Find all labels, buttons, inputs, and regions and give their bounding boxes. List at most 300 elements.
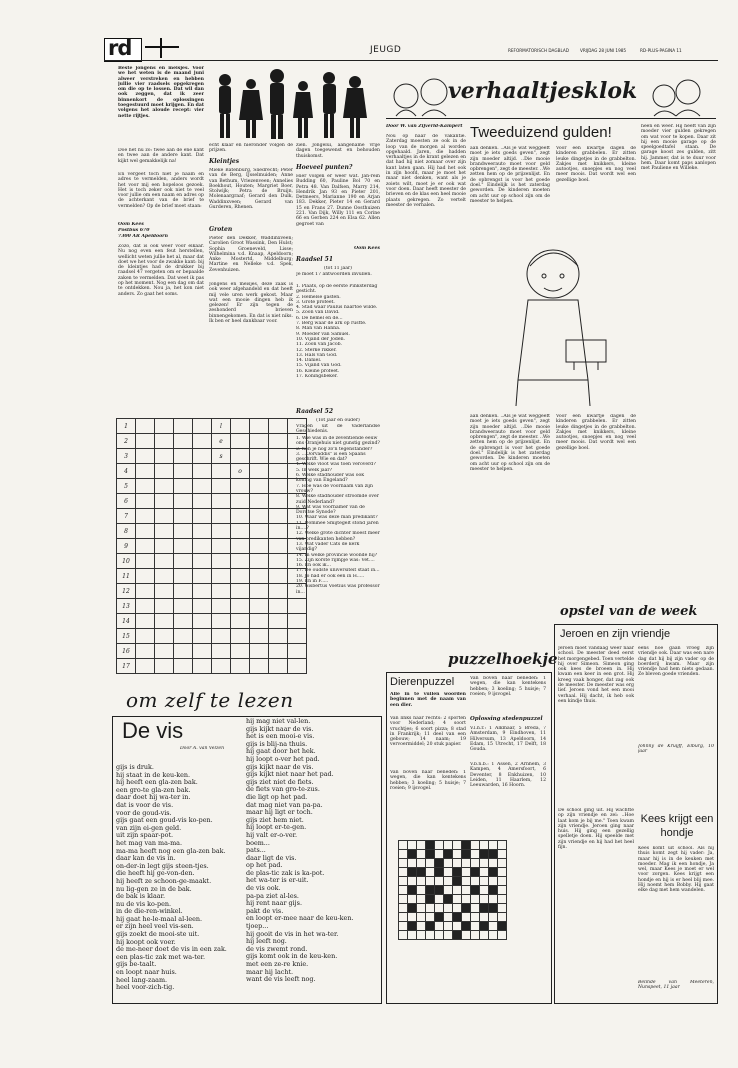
kleintjes-winners: Mieke Batenburg, Sliedrecht; Peter van de Berg, IJsselmuiden; Anne van Bethum, Vriezenveen; Annelies Boekhout, Houten; Margriet Boer, Stolwijk; Petra de Bruijn, Molenaargraaf; Gerard den Dulk, Waddinxveen; Gerard van Gurderen, Rhenen. — [209, 168, 293, 211]
crossword-cell — [462, 868, 471, 877]
grid-cell — [193, 434, 212, 449]
grid-cell — [250, 464, 269, 479]
lezen-line: uit zijn spaar-pot. — [116, 831, 174, 840]
raadsel52-intro: Vragen uit de Vaderlandse Geschiedenis. — [296, 424, 380, 435]
grid-cell — [193, 539, 212, 554]
crossword-cell — [462, 904, 471, 913]
crossword-cell — [498, 904, 507, 913]
grid-row-number: 8 — [117, 524, 136, 539]
grid-cell — [136, 569, 155, 584]
lezen-line: de vis ook. — [246, 884, 281, 893]
grid-cell — [250, 599, 269, 614]
puzzel-vertical-cont: Van boven naar beneden: 1 wegen, die kan kentekens hebben; 3 koeling; 5 huisje; 7 roeien; 9 ijsvogel. — [470, 676, 546, 697]
crossword-cell — [408, 859, 417, 868]
grid-cell — [269, 494, 288, 509]
raadsel51-item: 9. Moeder van Samuel. — [296, 331, 350, 337]
raadsel51-intro: Je moet 17 antwoorden invullen. — [296, 272, 372, 277]
crossword-cell — [453, 904, 462, 913]
grid-cell — [288, 419, 307, 434]
grid-cell — [269, 539, 288, 554]
grid-cell — [136, 494, 155, 509]
lezen-line: heel lang-zaam. — [116, 975, 168, 984]
raadsel52-item: 10. Waar was deze man predikant? — [296, 515, 378, 521]
crossword-cell — [426, 877, 435, 886]
grid-cell — [288, 479, 307, 494]
grid-cell — [269, 479, 288, 494]
opstel-col2: eens hoe gaan vroeg zijn vriendje ook. Daar was een nare dag dat hij bij zijn vader op de boerderij kwam. Maar zijn vriendje had hem niets gedaan. Ze bleven goede vrienden. — [638, 646, 714, 678]
grid-cell — [136, 464, 155, 479]
raadsel52-item: 6. Welke stadhouder was ook koning van Engeland? — [296, 473, 365, 484]
raadsel52-item: 13. Wat vader Cats de kerk vijandig? — [296, 541, 360, 553]
lezen-line: boem... — [246, 838, 270, 847]
crossword-cell — [489, 931, 498, 940]
crossword-cell — [498, 850, 507, 859]
lezen-line: en loopt er-mee naar de keu-ken. — [246, 914, 354, 923]
opstel-col1b: De school ging uit. Hij wachtte op zijn vriendje en zei: ..Hoe laat kom je bij me." Toen kwam zijn vriendje. Jeroen ging naar huis. Hij ging een gezellig spelletje doen. Hij speelde met zijn vriendje en hij had het heel fijn. — [558, 808, 634, 851]
grid-cell — [136, 599, 155, 614]
grid-cell — [155, 479, 174, 494]
lezen-line: pats... — [246, 846, 266, 855]
grid-cell — [231, 614, 250, 629]
crossword-cell — [489, 886, 498, 895]
lezen-line: op het pad. — [246, 861, 283, 870]
crossword-cell — [444, 904, 453, 913]
grid-cell — [212, 629, 231, 644]
lezen-line: on-der-in legt gijs steen-tjes. — [116, 861, 209, 870]
lezen-line: die ligt op het pad. — [246, 792, 308, 801]
crossword-cell — [471, 859, 480, 868]
crossword-cell — [489, 850, 498, 859]
grid-cell — [193, 584, 212, 599]
crossword-cell — [417, 922, 426, 931]
raadsel51-item: 13. Hals van God. — [296, 352, 338, 358]
crossword-cell — [480, 922, 489, 931]
crossword-cell — [435, 859, 444, 868]
grid-cell — [269, 419, 288, 434]
raadsel52-item: 16. En ook ik... — [296, 563, 331, 569]
grid-cell — [193, 569, 212, 584]
grid-cell — [193, 629, 212, 644]
lezen-line: hij koopt ook voer. — [116, 937, 176, 946]
grid-cell: s — [212, 449, 231, 464]
crossword-cell — [462, 886, 471, 895]
grid-cell — [231, 584, 250, 599]
grid-row-number: 14 — [117, 614, 136, 629]
lezen-line: hij valt er-o-ver. — [246, 830, 298, 839]
grid-cell — [269, 599, 288, 614]
raadsel52-sub: (Tot jaar en ouder) — [316, 418, 360, 423]
grid-cell — [136, 614, 155, 629]
grid-cell — [155, 599, 174, 614]
lezen-line: dat mag niet van pa-pa. — [246, 800, 323, 809]
grid-row-number: 12 — [117, 584, 136, 599]
verhaal-title: Tweeduizend gulden! — [470, 124, 612, 141]
raadsel51-item: 5. Zoon van David. — [296, 310, 340, 316]
groten-winners: Pieter den Dekker, Waddinxveen; Carolien Groot Wassink, Den Hulst; Sophia Groeneveld, Lisse; Wilhelmina v.d. Knaap, Apeldoorn; Anke Mostertd, Middelburg; Martine en Nelleke v.d. Spek, Zevenhuizen. — [209, 236, 293, 273]
paper-name: REFORMATORISCH DAGBLAD — [508, 48, 569, 53]
crossword-cell — [453, 886, 462, 895]
grid-cell — [269, 509, 288, 524]
grid-row-number: 10 — [117, 554, 136, 569]
raadsel52-item: 11. Dominee Smijtegelt stond jaren in....? — [296, 520, 379, 532]
grid-cell — [212, 554, 231, 569]
raadsel52-item: 1. Wie was in de zeventiende eeuw ons Oranjehuis niet gunstig gezind? — [296, 436, 380, 447]
grid-cell — [288, 509, 307, 524]
grid-cell — [231, 539, 250, 554]
crossword-cell — [453, 931, 462, 940]
lezen-line: gijs kijkt naar de vis. — [246, 724, 314, 733]
raadsel51-list — [296, 284, 380, 379]
crossword-cell — [399, 886, 408, 895]
opstel-col1a: Jeroen moet vandaag weer naar school. De meester deed eerst het morgengebed. Toen vertelde hij over Simeon. Simeon ging ook kees de broeen in. Hij kwam een keer in een grot. Hij kreeg vaak honger, dat zag ook de meester. De meester was erg lief. Jeroen vond het een mooi verhaal. Hij dacht, ik heb ook een kindje thuis. — [558, 646, 634, 704]
crossword-cell — [498, 913, 507, 922]
col2-p2: Jongens en meisjes, deze zaak is ook weer afgehandeld en dat heeft mij vele uren werk gekost. Maar wat een mooie dingen heb ik gelezen! Er zijn tegen de zeshonderd brieven binnengekomen. En dat is niet niks. Ik ben er heel dankbaar voor. — [209, 282, 293, 325]
crossword-cell — [480, 904, 489, 913]
crossword-cell — [426, 868, 435, 877]
crossword-cell — [444, 868, 453, 877]
grid-cell — [212, 479, 231, 494]
opstel-banner: opstel van de week — [560, 604, 698, 619]
grid-cell — [174, 554, 193, 569]
grid-cell — [174, 584, 193, 599]
grid-row-number: 4 — [117, 464, 136, 479]
crossword-cell — [399, 895, 408, 904]
puzzel-horizontal: Van links naar rechts: 2 sporten voor Nederland; 4 soort vruchtjes; 6 soort pizza; 8 stad in Frankrijk; 11 deel van een gebouw; 14 naam; 19 vervoermiddel; 20 stuk papier. — [390, 716, 466, 748]
grid-cell — [212, 524, 231, 539]
grid-cell — [250, 449, 269, 464]
raadsel52-item: 14. In welke provincie woonde hij? — [296, 552, 378, 558]
crossword-cell — [498, 868, 507, 877]
crossword-cell — [435, 868, 444, 877]
grid-cell — [212, 584, 231, 599]
lezen-line: ma-ma heeft nog een gla-zen bak. — [116, 846, 226, 855]
intro-postcode: 7300 AR Apeldoorn — [118, 234, 168, 239]
grid-cell — [174, 494, 193, 509]
grid-cell — [250, 494, 269, 509]
crossword-cell — [453, 841, 462, 850]
crossword-cell — [471, 931, 480, 940]
lezen-line: gijs gaat een goud-vis ko-pen. — [116, 816, 213, 825]
grid-cell — [155, 494, 174, 509]
raadsel52-item: 20. Gisbertus Voetius was professor in... — [296, 584, 380, 595]
crossword-cell — [471, 877, 480, 886]
crossword-cell — [408, 886, 417, 895]
lezen-line: gijs ziet hem niet. — [246, 815, 304, 824]
grid-cell — [288, 659, 307, 674]
grid-cell — [250, 644, 269, 659]
grid-row-number: 2 — [117, 434, 136, 449]
punten-text: Hier volgen er weer wat. Jan-rein Budding 60, Pauline Bol 70 en Petra 48. Van Dalfsen, Marry 214, Hendrik Jan 93 en Pieter 201, Detmeers, Marianne 190 en Arjan 183. Dekker, Pieter 14 en Gerard 15 en Frans 27. Dunne Oosthuizen 221. Van Dijk, Willy 111 en Corine 66 en Gerben 224 en Elsa 62. Allen gegroet van — [296, 174, 380, 227]
crossword-cell — [435, 931, 444, 940]
grid-cell — [288, 449, 307, 464]
crossword-cell — [399, 931, 408, 940]
grid-cell — [136, 584, 155, 599]
grid-cell — [231, 659, 250, 674]
crossword-cell — [408, 895, 417, 904]
lezen-line: pakt de vis. — [246, 906, 284, 915]
grid-cell — [231, 644, 250, 659]
grid-cell — [155, 644, 174, 659]
grid-cell — [136, 629, 155, 644]
grid-cell — [193, 599, 212, 614]
grid-cell — [269, 449, 288, 464]
grid-row-number: 1 — [117, 419, 136, 434]
lezen-line: het wa-ter is er-uit. — [246, 876, 309, 885]
kees-signature: Belinde van Meeteren, Nunspeet, 11 jaar — [638, 980, 714, 991]
crossword-cell — [408, 841, 417, 850]
lezen-line: gijs komt ook in de keu-ken. — [246, 952, 338, 961]
crossword-cell — [399, 877, 408, 886]
grid-cell — [231, 494, 250, 509]
grid-row-number: 15 — [117, 629, 136, 644]
crossword-cell — [408, 868, 417, 877]
crossword-cell — [489, 895, 498, 904]
grid-cell — [174, 419, 193, 434]
crossword-cell — [435, 877, 444, 886]
grid-cell — [231, 419, 250, 434]
crossword-cell — [480, 913, 489, 922]
crossword-cell — [399, 904, 408, 913]
grid-cell — [250, 614, 269, 629]
grid-cell — [155, 434, 174, 449]
grid-cell — [155, 629, 174, 644]
col2-p1: echt klaar en hieronder volgen de prijzen. — [209, 143, 293, 154]
children-silhouette-illustration — [207, 66, 377, 142]
crossword-cell — [417, 931, 426, 940]
lezen-line: daar doet hij wa-ter in. — [116, 793, 191, 802]
verhaal-byline: Door W. van Zijverld-Kampert — [386, 124, 463, 129]
crossword-cell — [408, 913, 417, 922]
lezen-line: een gro-te gla-zen bak. — [116, 785, 191, 794]
lezen-title: De vis — [122, 718, 184, 743]
raadsel51-item: 15. Vijand van God. — [296, 363, 342, 369]
grid-row-number: 11 — [117, 569, 136, 584]
crossword-cell — [435, 850, 444, 859]
crossword-cell — [426, 895, 435, 904]
grid-cell — [193, 479, 212, 494]
intro-signature: Oom Kees — [118, 222, 144, 227]
raadsel52-item: 2. Kon je nog zo'n tegenstander? — [296, 446, 373, 452]
col3-p1: zien. Jongelui, aangename vrije dagen toegewenst en behouden thuiskomst. — [296, 143, 380, 159]
verhaal-rule — [386, 118, 716, 119]
grid-cell: o — [231, 464, 250, 479]
opstel-signature: Johnny de Kruijff, Elburg, 10 jaar — [638, 744, 714, 755]
crossword-cell — [426, 922, 435, 931]
crossword-cell — [408, 922, 417, 931]
crossword-cell — [489, 913, 498, 922]
lezen-line: de me-neer doet de vis in een zak. — [116, 945, 227, 954]
crossword-cell — [453, 850, 462, 859]
crossword-cell — [444, 877, 453, 886]
grid-cell — [288, 584, 307, 599]
grid-cell — [193, 419, 212, 434]
crossword-cell — [399, 868, 408, 877]
raadsel52-item: 18. Jo had er ook een in H..... — [296, 573, 365, 579]
puzzel-title: Dierenpuzzel — [390, 676, 455, 688]
crossword-cell — [417, 877, 426, 886]
lezen-line: daar kan de vis in. — [116, 854, 176, 863]
raadsel52-item: 5. In welk jaar? — [296, 467, 333, 473]
grid-cell — [212, 614, 231, 629]
raadsel51-item: 11. Zoon van Jacob. — [296, 342, 342, 348]
lezen-line: van zijn ei-gen geld. — [116, 823, 182, 832]
grid-cell — [136, 659, 155, 674]
boy-illustration — [478, 230, 628, 410]
grid-row-number: 5 — [117, 479, 136, 494]
grid-cell — [136, 419, 155, 434]
grid-cell — [155, 659, 174, 674]
grid-cell — [174, 434, 193, 449]
grid-cell — [212, 509, 231, 524]
verhaal-col2: aan denken. ..Als je wat weggeeft moet je iets goeds geven", zegt zijn moeder altijd. ..Die mooie brandweerauto moet voor geld opbrengen", zegt de meester. ..We zetten hem op de prijzenlijst. En de opbrengst is voor het goede doel." Eindelijk is het zaterdag geworden. De kinderen moeten om acht uur op school zijn om de meester te helpen. — [470, 146, 550, 204]
grid-cell — [269, 554, 288, 569]
grid-cell — [288, 614, 307, 629]
page-number: RD-PLUS-PAGINA 11 — [640, 48, 682, 53]
crossword-cell — [435, 904, 444, 913]
lezen-col2 — [246, 718, 376, 984]
raadsel52-heading: Raadsel 52 — [296, 408, 334, 415]
grid-cell — [212, 599, 231, 614]
grid-cell — [136, 644, 155, 659]
crossword-cell — [417, 886, 426, 895]
lezen-line: in de die-ren-winkel. — [116, 907, 183, 916]
grid-cell: l — [212, 419, 231, 434]
raadsel52-item: 9. Wat was voornamer van de Dordtse Synode? — [296, 504, 365, 516]
crossword-cell — [471, 895, 480, 904]
crossword-cell — [435, 841, 444, 850]
crossword-cell — [498, 859, 507, 868]
grid-cell — [155, 569, 174, 584]
lezen-line: want de vis leeft nog. — [246, 975, 316, 984]
crossword-cell — [408, 850, 417, 859]
crossword-cell — [408, 877, 417, 886]
lezen-line: de bak is klaar. — [116, 892, 165, 901]
raadsel51-item: 17. Koningsbeker. — [296, 374, 338, 380]
raadsel51-item: 16. Kleine profeet. — [296, 368, 340, 374]
grid-cell — [269, 464, 288, 479]
grid-cell — [212, 539, 231, 554]
raadsel52-item: 12. Welke grote dichter moest meer van predikanten hebben? — [296, 531, 380, 542]
crossword-cell — [498, 841, 507, 850]
grid-cell — [269, 659, 288, 674]
crossword-grid — [398, 840, 507, 940]
grid-cell — [174, 644, 193, 659]
grid-cell — [250, 584, 269, 599]
issue-date: VRIJDAG 28 JUNI 1985 — [580, 48, 627, 53]
crossword-cell — [462, 913, 471, 922]
grid-cell — [250, 434, 269, 449]
crossword-cell — [426, 913, 435, 922]
crossword-cell — [489, 904, 498, 913]
grid-cell — [136, 554, 155, 569]
raadsel52-item: 17. De oudste universiteit staat in... — [296, 568, 380, 574]
crossword-cell — [453, 868, 462, 877]
grid-cell — [288, 524, 307, 539]
groten-heading: Groten — [209, 226, 233, 233]
grid-cell — [174, 569, 193, 584]
lezen-line: hij staat in de keu-ken. — [116, 770, 191, 779]
crossword-cell — [435, 922, 444, 931]
raadsel52-list — [296, 436, 380, 595]
lezen-col1 — [116, 764, 244, 992]
lezen-line: hij rent naar gijs. — [246, 899, 302, 908]
lezen-line: voor de goud-vis. — [116, 808, 172, 817]
grid-cell — [155, 554, 174, 569]
grid-cell — [269, 584, 288, 599]
crossword-cell — [444, 859, 453, 868]
lezen-line: het mag van ma-ma. — [116, 838, 182, 847]
grid-cell — [174, 539, 193, 554]
crossword-cell — [408, 931, 417, 940]
lezen-line: gijs ziet niet de fiets. — [246, 777, 314, 786]
intro-postbox: Postbus 670 — [118, 228, 150, 233]
raadsel51-heading: Raadsel 51 — [296, 256, 334, 263]
kees-text: Kees komt uit school. Als hij thuis komt zegt hij vader: Ja, maar hij is in de keuken met moeder. Mag ik een hondje, Ja wel, maar Kees je moet er wel voor zorgen. Kees krijgt een hondje en hij is er heel blij mee. Hij noemt hem Bobby. Hij gaat elke dag met hem wandelen. — [638, 846, 714, 894]
crossword-cell — [462, 922, 471, 931]
grid-cell — [288, 539, 307, 554]
crossword-cell — [489, 877, 498, 886]
raadsel51-sub: (tot 11 jaar) — [324, 266, 352, 271]
grid-cell — [155, 464, 174, 479]
grid-cell — [288, 569, 307, 584]
lezen-line: de vis zwemt rond. — [246, 944, 308, 953]
grid-cell — [193, 509, 212, 524]
crossword-cell — [471, 841, 480, 850]
grid-cell — [250, 479, 269, 494]
crossword-cell — [444, 850, 453, 859]
lezen-line: daar ligt de vis. — [246, 853, 297, 862]
verhaal-col2b: aan denken. ..Als je wat weggeeft moet je iets goeds geven", zegt zijn moeder altijd. ..Die mooie brandweerauto moet voor geld opbrengen", zegt de meester. ..We zetten hem op de prijzenlijst. En de opbrengst is voor het goede doel." Eindelijk is het zaterdag geworden. De kinderen moeten om acht uur op school zijn om de meester te helpen. — [470, 414, 550, 472]
grid-cell — [231, 569, 250, 584]
lezen-line: gijs be-taalt. — [116, 960, 157, 969]
crossword-cell — [471, 850, 480, 859]
grid-cell — [155, 419, 174, 434]
verhaal-col3b: Voor een kwartje dagen de kinderen grabbelen. Er zitten leuke dingetjes in de grabbelton. Zakjes met knikkers, kleine autootjes, snoepjes en nog veel meer moois. Dat wordt wel een gezellige boel. — [556, 414, 636, 451]
crossword-cell — [453, 913, 462, 922]
lezen-line: hij leeft nog. — [246, 937, 287, 946]
lezen-line: dat is voor de vis. — [116, 800, 174, 809]
lezen-line: nu de vis ko-pen. — [116, 899, 172, 908]
lezen-line: die heeft hij ge-von-den. — [116, 869, 195, 878]
crossword-cell — [435, 913, 444, 922]
crossword-cell — [489, 859, 498, 868]
crossword-cell — [453, 895, 462, 904]
grid-cell — [136, 524, 155, 539]
crossword-cell — [426, 850, 435, 859]
crossword-cell — [471, 904, 480, 913]
crossword-cell — [417, 859, 426, 868]
raadsel51-item: 7. Berg waar de ark op rustte. — [296, 321, 367, 327]
grid-cell — [174, 524, 193, 539]
punten-heading: Hoeveel punten? — [296, 164, 353, 171]
crossword-cell — [417, 913, 426, 922]
raadsel51-item: 8. Man van Hanna. — [296, 326, 341, 332]
verhaal-col1: Nou op naar de vakantie. Zaterdag moesten ze ook in de loop van de morgen al worden opgehaald. Jaren, die hadden verhaaltjes in de krant gelezen en dat had hij niet zomaar over zijn kant laten gaan. Hij had het ook in zijn hoofd, maar je moet het maar niet denken, want als je zoiets wilt, moet je er ook wat voor doen. Daar heeft meester de brieven en de klas een heel mooie plaats gekregen. Zo vertelt meester de verhalen. — [386, 134, 466, 208]
crossword-cell — [498, 895, 507, 904]
grid-cell — [231, 524, 250, 539]
grid-cell — [250, 419, 269, 434]
grid-cell — [193, 524, 212, 539]
grid-cell — [155, 509, 174, 524]
puzzel-intro: Alle in te vullen woorden beginnen met de naam van een dier. — [390, 692, 466, 708]
oplossing-1: V.l.n.r.: 1 Alkmaar, 5 Breda, 7 Amsterdam, 9 Eindhoven, 11 Hilversum, 13 Apeldoorn, 14 Edam, 15 Utrecht, 17 Delft, 18 Gouda. — [470, 726, 546, 753]
kleintjes-answer-grid — [116, 418, 307, 674]
verhaal-col3: Voor een kwartje dagen de kinderen grabbelen. Er zitten leuke dingetjes in de grabbelton. Zakjes met knikkers, kleine autootjes, snoepjes en nog veel meer moois. Dat wordt wel een gezellige boel. — [556, 146, 636, 183]
crossword-cell — [426, 841, 435, 850]
crossword-cell — [498, 877, 507, 886]
crossword-cell — [480, 868, 489, 877]
grid-cell — [155, 539, 174, 554]
